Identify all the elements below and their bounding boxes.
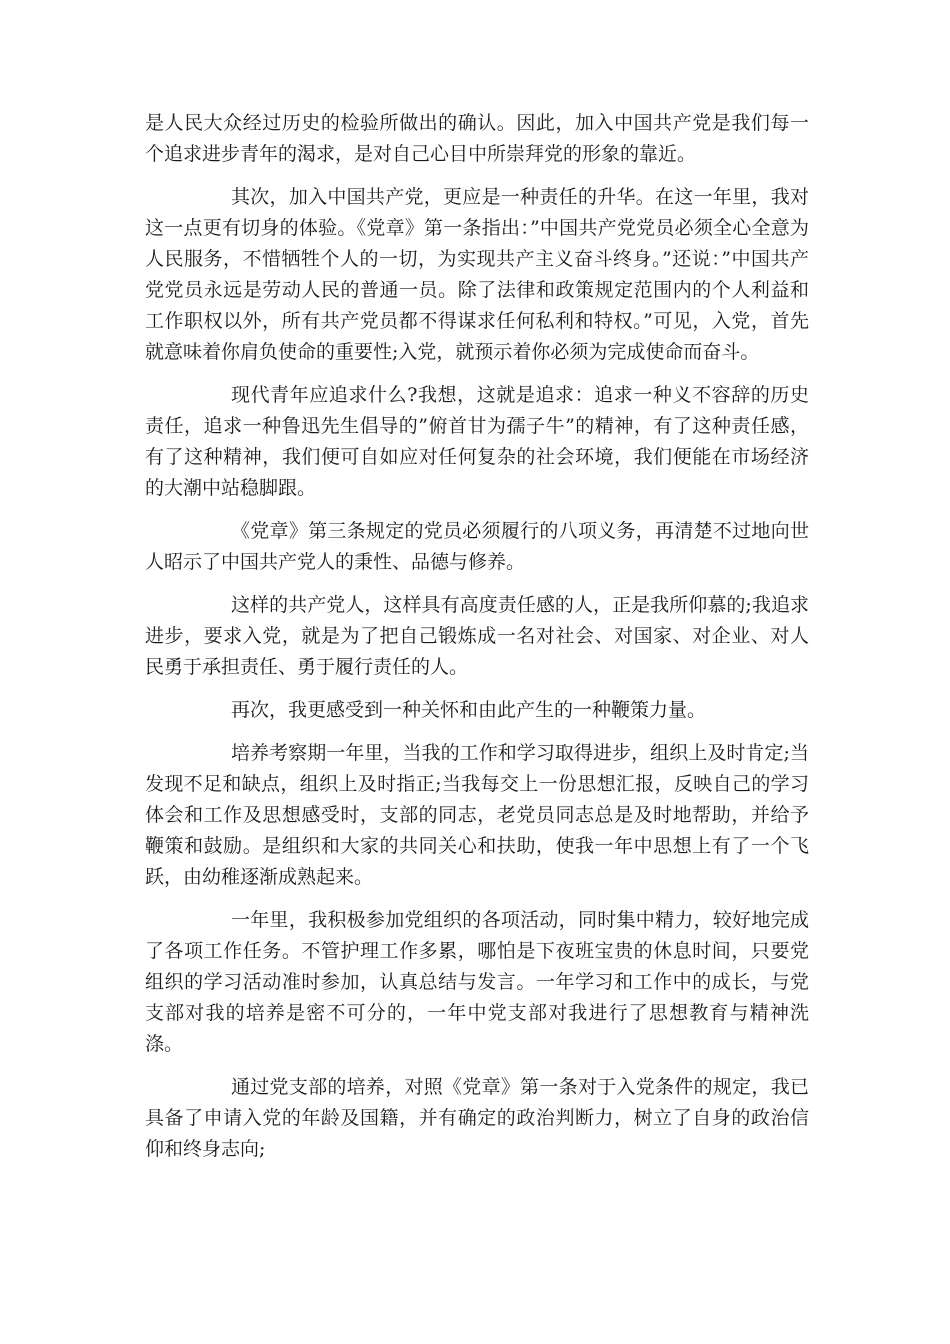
paragraph-3: 现代青年应追求什么?我想，这就是追求：追求一种义不容辞的历史责任，追求一种鲁迅先生倡导的”俯首甘为孺子牛”的精神，有了这种责任感，有了这种精神，我们便可自如应对任何复杂的社会环境，我们便能在市场经济的大潮中站稳脚跟。 xyxy=(145,384,809,499)
paragraph-8: 一年里，我积极参加党组织的各项活动，同时集中精力，较好地完成了各项工作任务。不管护理工作多累，哪怕是下夜班宝贵的休息时间，只要党组织的学习活动准时参加，认真总结与发言。一年学习和工作中的成长，与党支部对我的培养是密不可分的，一年中党支部对我进行了思想教育与精神洗涤。 xyxy=(145,909,809,1055)
document-body xyxy=(145,108,809,1177)
paragraph-2: 其次，加入中国共产党，更应是一种责任的升华。在这一年里，我对这一点更有切身的体验。《党章》第一条指出：”中国共产党党员必须全心全意为人民服务，不惜牺牲个人的一切，为实现共产主义奋斗终身。”还说：”中国共产党党员永远是劳动人民的普通一员。除了法律和政策规定范围内的个人利益和工作职权以外，所有共产党员都不得谋求任何私利和特权。”可见，入党，首先就意味着你肩负使命的重要性;入党，就预示着你必须为完成使命而奋斗。 xyxy=(145,186,809,363)
paragraph-5: 这样的共产党人，这样具有高度责任感的人，正是我所仰慕的;我追求进步，要求入党，就是为了把自己锻炼成一名对社会、对国家、对企业、对人民勇于承担责任、勇于履行责任的人。 xyxy=(145,594,809,678)
paragraph-9: 通过党支部的培养，对照《党章》第一条对于入党条件的规定，我已具备了申请入党的年龄及国籍，并有确定的政治判断力，树立了自身的政治信仰和终身志向; xyxy=(145,1076,809,1160)
paragraph-4: 《党章》第三条规定的党员必须履行的八项义务，再清楚不过地向世人昭示了中国共产党人的秉性、品德与修养。 xyxy=(145,520,809,573)
paragraph-7: 培养考察期一年里，当我的工作和学习取得进步，组织上及时肯定;当发现不足和缺点，组织上及时指正;当我每交上一份思想汇报，反映自己的学习体会和工作及思想感受时，支部的同志，老党员同志总是及时地帮助，并给予鞭策和鼓励。是组织和大家的共同关心和扶助，使我一年中思想上有了一个飞跃，由幼稚逐渐成熟起来。 xyxy=(145,742,809,888)
paragraph-6: 再次，我更感受到一种关怀和由此产生的一种鞭策力量。 xyxy=(231,699,707,721)
paragraph-1: 是人民大众经过历史的检验所做出的确认。因此，加入中国共产党是我们每一个追求进步青年的渴求，是对自己心目中所崇拜党的形象的靠近。 xyxy=(145,112,809,165)
